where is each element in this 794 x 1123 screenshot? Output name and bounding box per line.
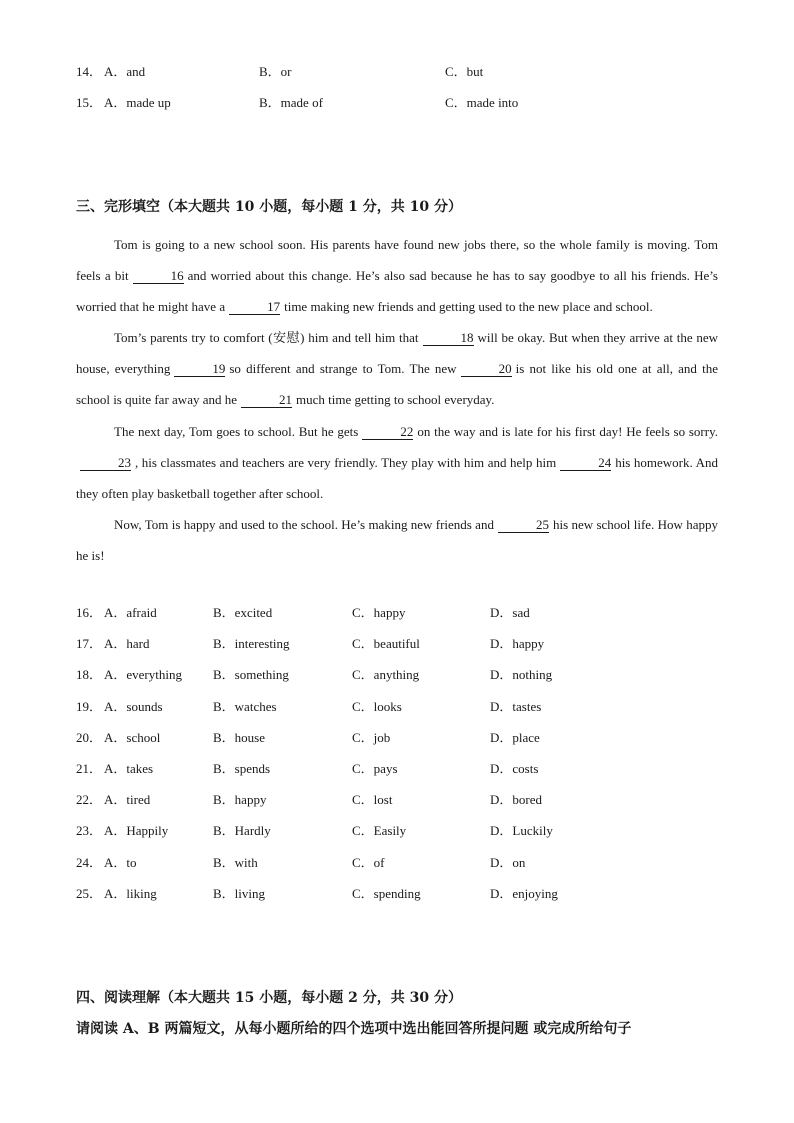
option-d[interactable]: D．nothing [490, 667, 553, 682]
question-row-16 [76, 603, 736, 623]
option-a[interactable]: A．sounds [104, 699, 163, 714]
question-number: 25． [76, 886, 103, 901]
blank-18[interactable]: 18 [423, 331, 474, 346]
option-c: C．made into [445, 95, 519, 110]
option-a[interactable]: A．hard [104, 636, 150, 651]
option-c[interactable]: C．spending [352, 886, 421, 901]
blank-20[interactable]: 20 [461, 362, 512, 377]
blank-22[interactable]: 22 [362, 425, 413, 440]
option-b[interactable]: B．living [213, 886, 266, 901]
option-a[interactable]: A．everything [104, 667, 182, 682]
question-row-23 [76, 821, 736, 841]
option-c[interactable]: C．pays [352, 761, 398, 776]
blank-16[interactable]: 16 [133, 269, 184, 284]
passage-paragraph-4: Now, Tom is happy and used to the school. He’s making new friends and 25 his new school life. How happy he is! [76, 516, 719, 563]
option-b[interactable]: B．watches [213, 699, 277, 714]
question-number: 24． [76, 855, 103, 870]
option-b: B．or [259, 64, 292, 79]
question-number: 21． [76, 761, 103, 776]
question-number: 19． [76, 699, 103, 714]
option-d[interactable]: D．enjoying [490, 886, 558, 901]
cloze-passage [76, 229, 718, 571]
question-number: 20． [76, 730, 103, 745]
question-row-25 [76, 884, 736, 904]
option-d[interactable]: D．tastes [490, 699, 542, 714]
question-number: 14． [76, 64, 103, 79]
option-a[interactable]: A．takes [104, 761, 154, 776]
option-c[interactable]: C．job [352, 730, 391, 745]
option-c[interactable]: C．beautiful [352, 636, 420, 651]
question-row-20 [76, 728, 736, 748]
option-b[interactable]: B．happy [213, 792, 267, 807]
blank-17[interactable]: 17 [229, 300, 280, 315]
option-c: C．but [445, 64, 484, 79]
option-b[interactable]: B．something [213, 667, 289, 682]
question-row-19 [76, 697, 736, 717]
option-c[interactable]: C．of [352, 855, 385, 870]
question-number: 22． [76, 792, 103, 807]
option-a[interactable]: A．liking [104, 886, 157, 901]
option-d[interactable]: D．sad [490, 605, 530, 620]
option-a[interactable]: A．school [104, 730, 161, 745]
option-c[interactable]: C．anything [352, 667, 420, 682]
option-b[interactable]: B．interesting [213, 636, 290, 651]
option-b[interactable]: B．house [213, 730, 266, 745]
section-4-instruction: 请阅读 A、B 两篇短文，从每小题所给的四个选项中选出能回答所提问题 或完成所给句子 [76, 1021, 632, 1037]
blank-24[interactable]: 24 [560, 456, 611, 471]
question-row-17 [76, 634, 736, 654]
option-d[interactable]: D．Luckily [490, 823, 553, 838]
option-b[interactable]: B．Hardly [213, 823, 271, 838]
question-row-21 [76, 759, 736, 779]
question-row-14 [76, 62, 736, 82]
question-row-15 [76, 93, 736, 113]
option-a[interactable]: A．tired [104, 792, 151, 807]
option-b[interactable]: B．excited [213, 605, 273, 620]
question-number: 15． [76, 95, 103, 110]
blank-23[interactable]: 23 [80, 456, 131, 471]
question-number: 18． [76, 667, 103, 682]
question-row-18 [76, 665, 736, 685]
option-b: B．made of [259, 95, 323, 110]
option-d[interactable]: D．costs [490, 761, 539, 776]
section-4-heading: 四、阅读理解（本大题共 15 小题，每小题 2 分，共 30 分） [76, 990, 462, 1006]
passage-paragraph-3: The next day, Tom goes to school. But he gets 22 on the way and is late for his first day! He feels so sorry.23 , his classmates and teachers are very friendly. They play with him and help him 24 his homework. And they often play basketball together after school. [76, 423, 718, 501]
question-number: 16． [76, 605, 103, 620]
option-a[interactable]: A．afraid [104, 605, 157, 620]
question-number: 17． [76, 636, 103, 651]
option-d[interactable]: D．on [490, 855, 526, 870]
passage-paragraph-2: Tom’s parents try to comfort (安慰) him and tell him that 18 will be okay. But when they arrive at the new house, everything 19 so different and strange to Tom. The new 20 is not like his old one at all, and the school is quite far away and he 21 much time getting to school everyday. [76, 330, 718, 408]
option-c[interactable]: C．happy [352, 605, 406, 620]
option-d[interactable]: D．place [490, 730, 540, 745]
option-c[interactable]: C．lost [352, 792, 393, 807]
option-d[interactable]: D．happy [490, 636, 545, 651]
blank-21[interactable]: 21 [241, 393, 292, 408]
option-d[interactable]: D．bored [490, 792, 542, 807]
question-row-24 [76, 853, 736, 873]
section-3-heading: 三、完形填空（本大题共 10 小题，每小题 1 分，共 10 分） [76, 199, 462, 215]
question-number: 23． [76, 823, 103, 838]
option-a: A．made up [104, 95, 171, 110]
option-a: A．and [104, 64, 146, 79]
option-b[interactable]: B．spends [213, 761, 271, 776]
blank-19[interactable]: 19 [174, 362, 225, 377]
option-c[interactable]: C．Easily [352, 823, 407, 838]
question-row-22 [76, 790, 736, 810]
option-c[interactable]: C．looks [352, 699, 402, 714]
option-a[interactable]: A．to [104, 855, 137, 870]
passage-paragraph-1: Tom is going to a new school soon. His parents have found new jobs there, so the whole family is moving. Tom feels a bit 16 and worried about this change. He’s also sad because he has to say goodbye to all his friends. He’s worried that he might have a 17 time making new friends and getting used to the new place and school. [76, 237, 718, 315]
blank-25[interactable]: 25 [498, 518, 549, 533]
option-b[interactable]: B．with [213, 855, 258, 870]
option-a[interactable]: A．Happily [104, 823, 169, 838]
